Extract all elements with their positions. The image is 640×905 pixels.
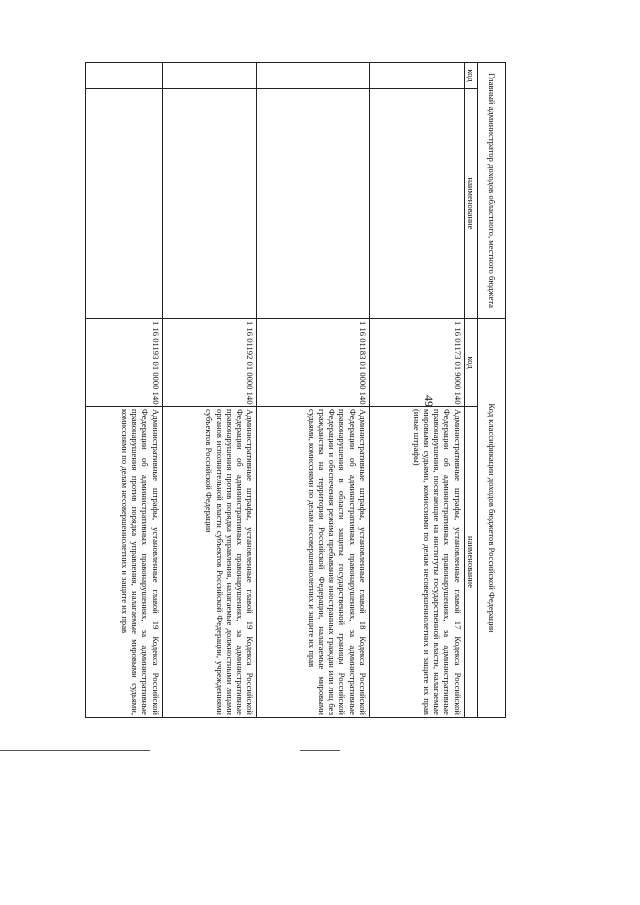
row-code: 1 16 01193 01 0000 140: [86, 319, 163, 407]
table-row: [86, 63, 163, 718]
subheader-class-name: наименование: [464, 407, 477, 718]
admin-name-cell: [370, 89, 465, 319]
admin-name-cell: [86, 89, 163, 319]
table-row: [257, 63, 370, 718]
subheader-admin-name: наименование: [464, 89, 477, 319]
admin-code-cell: [370, 63, 465, 89]
admin-name-cell: [257, 89, 370, 319]
row-code: 1 16 01173 01 9000 140: [370, 319, 465, 407]
footer-rule-right: [300, 750, 340, 751]
row-description: Административные штрафы, установленные главой 19 Кодекса Российской Федерации об административных правонарушениях, за административные правонарушения против порядка управления, налагаемые должностными лицами органов исполнительной власти субъектов Российской Федерации, учреждениями субъектов Российской Федерации: [162, 407, 257, 718]
page-number: 49: [422, 395, 436, 407]
admin-name-cell: [162, 89, 257, 319]
header-administrator: Главный администратор доходов областного, местного бюджета: [478, 63, 506, 319]
row-code: 1 16 01192 01 0000 140: [162, 319, 257, 407]
admin-code-cell: [162, 63, 257, 89]
row-code: 1 16 01183 01 0000 140: [257, 319, 370, 407]
row-description: Административные штрафы, установленные главой 17 Кодекса Российской Федерации об административных правонарушениях, за административные правонарушения, посягающие на институты государственной власти, налагаемые мировыми судьями, комиссиями по делам несовершеннолетних и защите их прав (иные штрафы): [370, 407, 465, 718]
admin-code-cell: [86, 63, 163, 89]
revenue-classification-table: [85, 62, 506, 718]
table-row: [370, 63, 465, 718]
row-description: Административные штрафы, установленные главой 18 Кодекса Российской Федерации об административных правонарушениях, за административные правонарушения в области защиты государственной границы Российской Федерации и обеспечения режима пребывания иностранных граждан или лиц без гражданства на территории Российской Федерации, налагаемые мировыми судьями, комиссиями по делам несовершеннолетних и защите их прав: [257, 407, 370, 718]
subheader-admin-code: код: [464, 63, 477, 89]
admin-code-cell: [257, 63, 370, 89]
header-classification-code: Код классификации доходов бюджетов Российской Федерации: [478, 319, 506, 718]
row-description: Административные штрафы, установленные главой 19 Кодекса Российской Федерации об административных правонарушениях, за административные правонарушения против порядка управления, налагаемые мировыми судьями, комиссиями по делам несовершеннолетних и защите их прав: [86, 407, 163, 718]
footer-rule-left: [0, 750, 150, 751]
table-row: [162, 63, 257, 718]
subheader-class-code: код: [464, 319, 477, 407]
